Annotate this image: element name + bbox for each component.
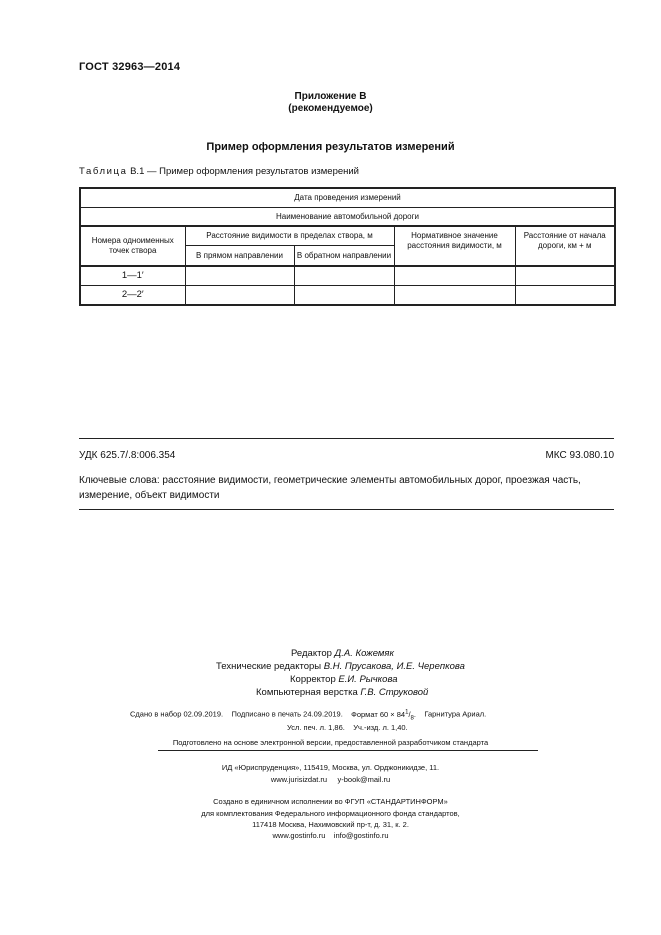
printer-contacts bbox=[0, 831, 661, 840]
table-cell bbox=[394, 286, 515, 306]
table-caption bbox=[79, 166, 359, 177]
measurement-table bbox=[79, 187, 616, 306]
publisher-site-link[interactable]: www.jurisizdat.ru bbox=[270, 775, 328, 784]
printer-address: 117418 Москва, Нахимовский пр-т, д. 31, к. 2. bbox=[252, 820, 409, 829]
appendix-title: Приложение В bbox=[294, 91, 367, 102]
keywords: Ключевые слова: расстояние видимости, геометрические элементы автомобильных дорог, проезжая часть, измерение, объект видимости bbox=[79, 475, 581, 501]
imprint-signed: Подписано в печать 24.09.2019. bbox=[231, 709, 343, 719]
table-cell-points: 1—1′ bbox=[80, 266, 185, 286]
imprint-line-2 bbox=[287, 723, 408, 732]
credit-tech-editors bbox=[216, 660, 465, 674]
credit-tech-names: В.Н. Прусакова, И.Е. Черепкова bbox=[323, 661, 465, 672]
divider bbox=[79, 509, 614, 510]
publisher-address: ИД «Юриспруденция», 115419, Москва, ул. Орджоникидзе, 11. bbox=[221, 763, 440, 772]
table-cell bbox=[294, 266, 394, 286]
table-cell bbox=[515, 266, 615, 286]
table-cell bbox=[394, 266, 515, 286]
credit-layout-label: Компьютерная верстка bbox=[256, 687, 358, 698]
table-row bbox=[80, 286, 615, 306]
imprint-format: Формат $60 \times 84^1/_8$. bbox=[351, 709, 416, 721]
credit-layout bbox=[256, 686, 428, 700]
credit-corrector-label: Корректор bbox=[290, 674, 336, 685]
credit-tech-label: Технические редакторы bbox=[216, 661, 322, 672]
table-header-forward: В прямом направлении bbox=[185, 246, 294, 267]
table-cell bbox=[294, 286, 394, 306]
imprint-print-sheets: Усл. печ. л. 1,86. bbox=[287, 723, 345, 732]
imprint-pub-sheets: Уч.-изд. л. 1,40. bbox=[353, 723, 408, 732]
table-header-distance: Расстояние от начала дороги, км + м bbox=[515, 226, 615, 266]
credit-corrector-name: Е.И. Рычкова bbox=[338, 674, 398, 685]
printer-line-1: Создано в единичном исполнении во ФГУП «СТАНДАРТИНФОРМ» bbox=[213, 797, 448, 806]
credit-corrector bbox=[290, 673, 398, 687]
table-header-visibility: Расстояние видимости в пределах створа, м bbox=[185, 226, 394, 246]
printer-email-link[interactable]: info@gostinfo.ru bbox=[333, 831, 389, 840]
imprint-prepared: Подготовлено на основе электронной версии, предоставленной разработчиком стандарта bbox=[172, 738, 489, 747]
publisher-contacts bbox=[0, 775, 661, 784]
mks-code: МКС 93.080.10 bbox=[545, 450, 614, 461]
divider bbox=[158, 750, 538, 751]
imprint-font: Гарнитура Ариал. bbox=[424, 709, 487, 719]
credit-layout-name: Г.В. Струковой bbox=[360, 687, 429, 698]
table-cell bbox=[185, 286, 294, 306]
udk-code: УДК 625.7/.8:006.354 bbox=[79, 450, 176, 461]
appendix-subtitle: (рекомендуемое) bbox=[288, 103, 373, 114]
printer-site-link[interactable]: www.gostinfo.ru bbox=[272, 831, 326, 840]
publisher-email-link[interactable]: y-book@mail.ru bbox=[337, 775, 391, 784]
table-row-road: Наименование автомобильной дороги bbox=[80, 208, 615, 227]
printer-line-2: для комплектования Федерального информационного фонда стандартов, bbox=[201, 809, 460, 818]
table-row-date: Дата проведения измерений bbox=[80, 188, 615, 208]
table-row bbox=[80, 266, 615, 286]
imprint-submitted: Сдано в набор 02.09.2019. bbox=[130, 709, 224, 719]
credit-editor-name: Д.А. Кожемяк bbox=[334, 648, 394, 659]
document-code: ГОСТ 32963—2014 bbox=[79, 61, 181, 73]
divider bbox=[79, 438, 614, 439]
table-header-points: Номера одноименных точек створа bbox=[80, 226, 185, 266]
table-cell bbox=[185, 266, 294, 286]
credit-editor bbox=[291, 647, 394, 661]
table-caption-text: — Пример оформления результатов измерений bbox=[147, 166, 359, 177]
table-header-normative: Нормативное значение расстояния видимости, м bbox=[394, 226, 515, 266]
table-caption-number: В.1 bbox=[130, 166, 145, 177]
table-header-backward: В обратном направлении bbox=[294, 246, 394, 267]
section-title: Пример оформления результатов измерений bbox=[206, 141, 455, 153]
table-caption-prefix: Таблица bbox=[79, 166, 128, 177]
credit-editor-label: Редактор bbox=[291, 648, 332, 659]
table-cell-points: 2—2′ bbox=[80, 286, 185, 306]
table-cell bbox=[515, 286, 615, 306]
imprint-line-1 bbox=[130, 709, 486, 721]
